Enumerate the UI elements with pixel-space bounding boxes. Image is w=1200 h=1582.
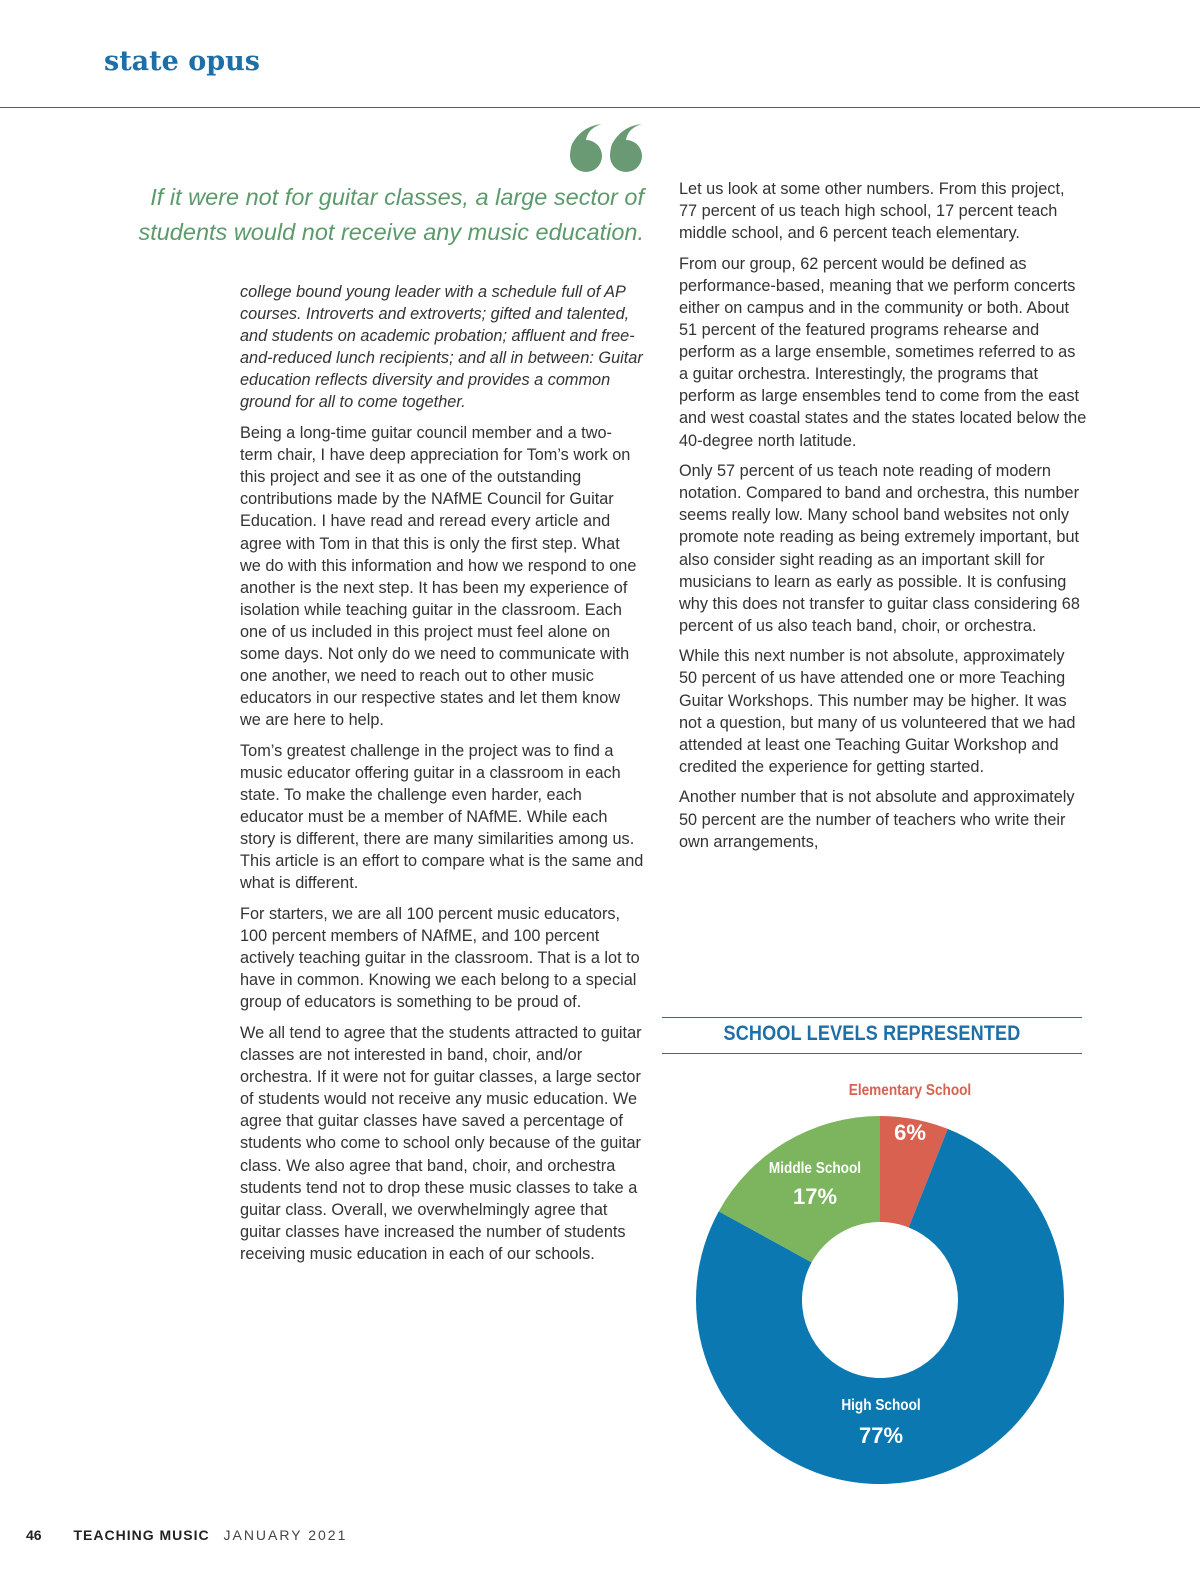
pull-quote: If it were not for guitar classes, a large sector of students would not receive any music education. xyxy=(138,184,644,245)
page-number: 46 xyxy=(26,1527,42,1543)
value-middle-text: 17% xyxy=(792,1184,838,1209)
label-elementary-name: Elementary School xyxy=(848,1082,972,1099)
value-high-text: 77% xyxy=(858,1423,904,1448)
value-elementary-text: 6% xyxy=(894,1120,926,1145)
article-column-left xyxy=(240,281,644,1274)
label-high xyxy=(801,1397,961,1449)
label-high-name: High School xyxy=(841,1397,921,1414)
article-paragraph: Only 57 percent of us teach note reading of modern notation. Compared to band and orchestra, this number seems really low. Many school band websites not only promote note reading as being extremely important, but also consider sight reading as an important skill for musicians to learn as early as possible. It is confusing why this does not transfer to guitar class considering 68 percent of us also teach band, choir, or orchestra. xyxy=(679,462,1080,635)
article-column-right xyxy=(679,178,1087,861)
article-paragraph: From our group, 62 percent would be defined as performance-based, meaning that we perform concerts either on campus and in the community or both. About 51 percent of the featured programs rehearse and perform as a large ensemble, sometimes referred to as a guitar orchestra. Interestingly, the programs that perform as large ensembles tend to come from the east and west coastal states and the states located below the 40-degree north latitude. xyxy=(679,254,1087,450)
article-paragraph: We all tend to agree that the students attracted to guitar classes are not interested in band, choir, and/or orchestra. If it were not for guitar classes, a large sector of students would not receive any music education. We agree that guitar classes have saved a percentage of students who come to school only because of the guitar class. We also agree that band, choir, and orchestra students tend not to drop these music classes to take a guitar class. Overall, we overwhelmingly agree that guitar classes have increased the number of students receiving music education in each of our schools. xyxy=(240,1024,642,1263)
article-intro: college bound young leader with a schedule full of AP courses. Introverts and extroverts; gifted and talented, and students on academic probation; affluent and free-and-reduced lunch recipients; and all in between: Guitar education reflects diversity and provides a common ground for all to come together. xyxy=(240,283,643,412)
article-paragraph: Being a long-time guitar council member and a two-term chair, I have deep appreciation for Tom’s work on this project and see it as one of the outstanding contributions made by the NAfME Council for Guitar Education. I have read and reread every article and agree with Tom in that this is only the first step. What we do with this information and how we respond to one another is the next step. It has been my experience of isolation while teaching guitar in the classroom. Each one of us included in this project must feel alone on some days. Not only do we need to communicate with one another, we need to reach out to other music educators in our respective states and let them know we are here to help. xyxy=(240,424,637,730)
label-middle-name: Middle School xyxy=(768,1160,862,1177)
chart-top-rule xyxy=(662,1017,1082,1018)
article-paragraph: Another number that is not absolute and approximately 50 percent are the number of teachers who write their own arrangements, xyxy=(679,788,1075,851)
article-paragraph: While this next number is not absolute, approximately 50 percent of us have attended one or more Teaching Guitar Workshops. This number may be higher. It was not a question, but many of us volunteered that we had attended at least one Teaching Guitar Workshop and credited the experience for getting started. xyxy=(679,647,1076,776)
article-paragraph: Tom’s greatest challenge in the project was to find a music educator offering guitar in a classroom in each state. To make the challenge even harder, each educator must be a member of NAfME. While each story is different, there are many similarities among us. This article is an effort to compare what is the same and what is different. xyxy=(240,741,644,893)
magazine-name: TEACHING MUSIC xyxy=(73,1527,210,1543)
label-middle xyxy=(745,1160,885,1210)
section-label: state opus xyxy=(104,46,260,77)
page-footer xyxy=(26,1527,347,1543)
article-paragraph: Let us look at some other numbers. From this project, 77 percent of us teach high school, 17 percent teach middle school, and 6 percent teach elementary. xyxy=(679,180,1065,243)
article-paragraph: For starters, we are all 100 percent music educators, 100 percent members of NAfME, and 100 percent actively teaching guitar in the classroom. That is a lot to have in common. Knowing we each belong to a special group of educators is something to be proud of. xyxy=(240,905,640,1012)
chart-title: SCHOOL LEVELS REPRESENTED xyxy=(723,1022,1021,1045)
issue-date: JANUARY 2021 xyxy=(223,1527,348,1543)
chart-title-rule xyxy=(662,1053,1082,1054)
header-rule xyxy=(0,107,1200,108)
value-elementary xyxy=(880,1120,940,1146)
label-elementary xyxy=(810,1082,1010,1100)
quote-mark-icon xyxy=(564,122,646,174)
